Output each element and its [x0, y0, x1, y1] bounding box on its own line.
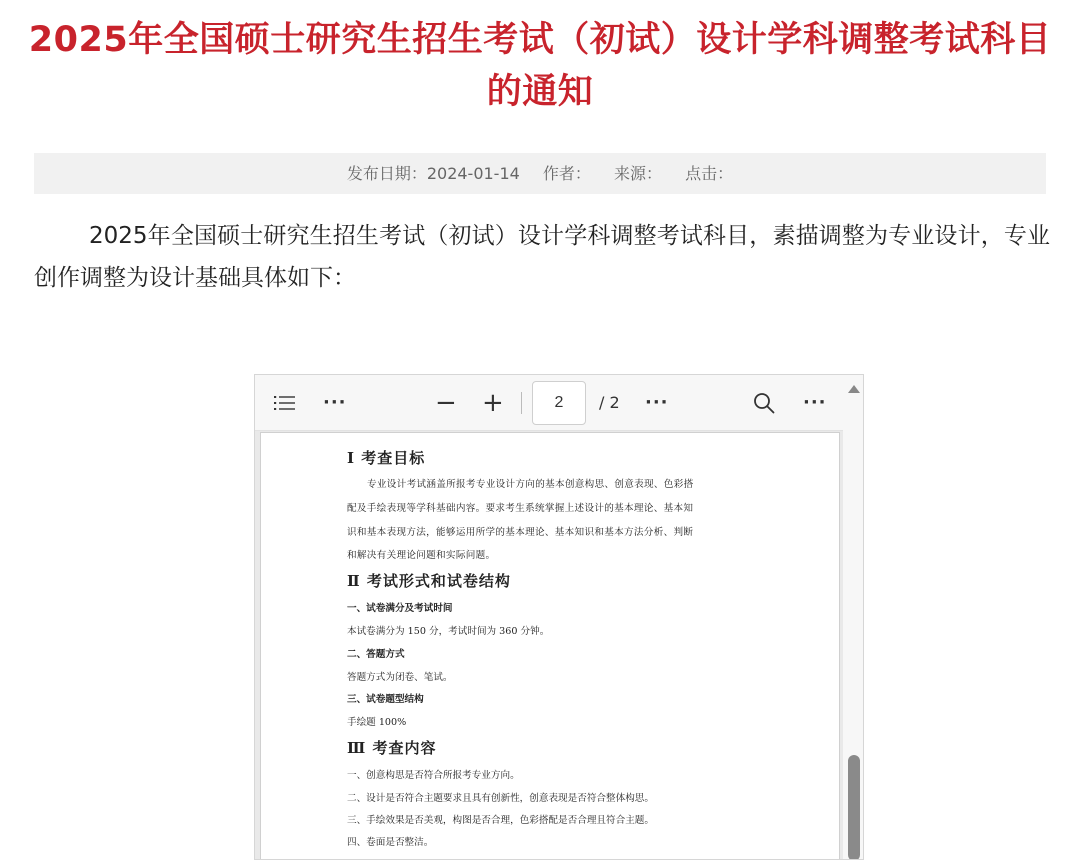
pdf-page: [260, 432, 840, 860]
scroll-up-arrow-icon[interactable]: [848, 385, 860, 393]
paragraph-line: 和解决有关理论问题和实际问题。: [347, 550, 496, 561]
article-intro: 2025年全国硕士研究生招生考试（初试）设计学科调整考试科目，素描调整为专业设计，专业创作调整为设计基础具体如下：: [34, 223, 1050, 291]
page-more-button[interactable]: ···: [645, 392, 669, 413]
list-icon: [273, 394, 297, 412]
pdf-toolbar: [255, 375, 843, 431]
search-icon: [753, 392, 775, 414]
subsection-heading: 二、答题方式: [347, 649, 405, 660]
pdf-viewer[interactable]: [254, 374, 864, 860]
paragraph-line: 手绘题 100%: [347, 717, 407, 728]
click-count: 点击：: [685, 164, 734, 183]
more-options-button[interactable]: ···: [323, 392, 347, 413]
section-heading: Ⅱ 考试形式和试卷结构: [347, 572, 511, 590]
outline-button[interactable]: [273, 375, 299, 431]
zoom-in-button[interactable]: +: [482, 388, 504, 418]
search-button[interactable]: [753, 375, 777, 431]
subsection-heading: 一、试卷满分及考试时间: [347, 603, 453, 614]
page-total: / 2: [599, 393, 620, 412]
list-item: 二、设计是否符合主题要求且具有创新性，创意表现是否符合整体构思。: [347, 793, 654, 804]
scrollbar-thumb[interactable]: [848, 755, 860, 860]
source: 来源：: [614, 164, 663, 183]
page-number-input[interactable]: [532, 381, 586, 425]
paragraph-line: 本试卷满分为 150 分，考试时间为 360 分钟。: [347, 626, 550, 637]
zoom-out-button[interactable]: −: [435, 388, 457, 418]
article-meta-bar: [34, 153, 1046, 194]
article-title: 2025年全国硕士研究生招生考试（初试）设计学科调整考试科目的通知: [28, 20, 1052, 112]
paragraph-line: 识和基本表现方法，能够运用所学的基本理论、基本知识和基本方法分析、判断: [347, 527, 694, 538]
toolbar-more-button[interactable]: ···: [803, 392, 827, 413]
list-item: 三、手绘效果是否美观，构图是否合理，色彩搭配是否合理且符合主题。: [347, 815, 654, 826]
vertical-scrollbar[interactable]: [843, 375, 864, 860]
list-item: 一、创意构思是否符合所报考专业方向。: [347, 770, 520, 781]
section-heading: Ⅰ 考查目标: [347, 449, 426, 467]
author: 作者：: [542, 164, 591, 183]
list-item: 四、卷面是否整洁。: [347, 837, 434, 848]
toolbar-divider: [521, 392, 522, 414]
paragraph-line: 配及手绘表现等学科基础内容。要求考生系统掌握上述设计的基本理论、基本知: [347, 503, 694, 514]
paragraph-line: 答题方式为闭卷、笔试。: [347, 672, 453, 683]
section-heading: Ⅲ 考查内容: [347, 739, 437, 757]
subsection-heading: 三、试卷题型结构: [347, 694, 424, 705]
paragraph-line: 专业设计考试涵盖所报考专业设计方向的基本创意构思、创意表现、色彩搭: [367, 479, 694, 490]
publish-date: 发布日期：2024-01-14: [346, 164, 520, 183]
